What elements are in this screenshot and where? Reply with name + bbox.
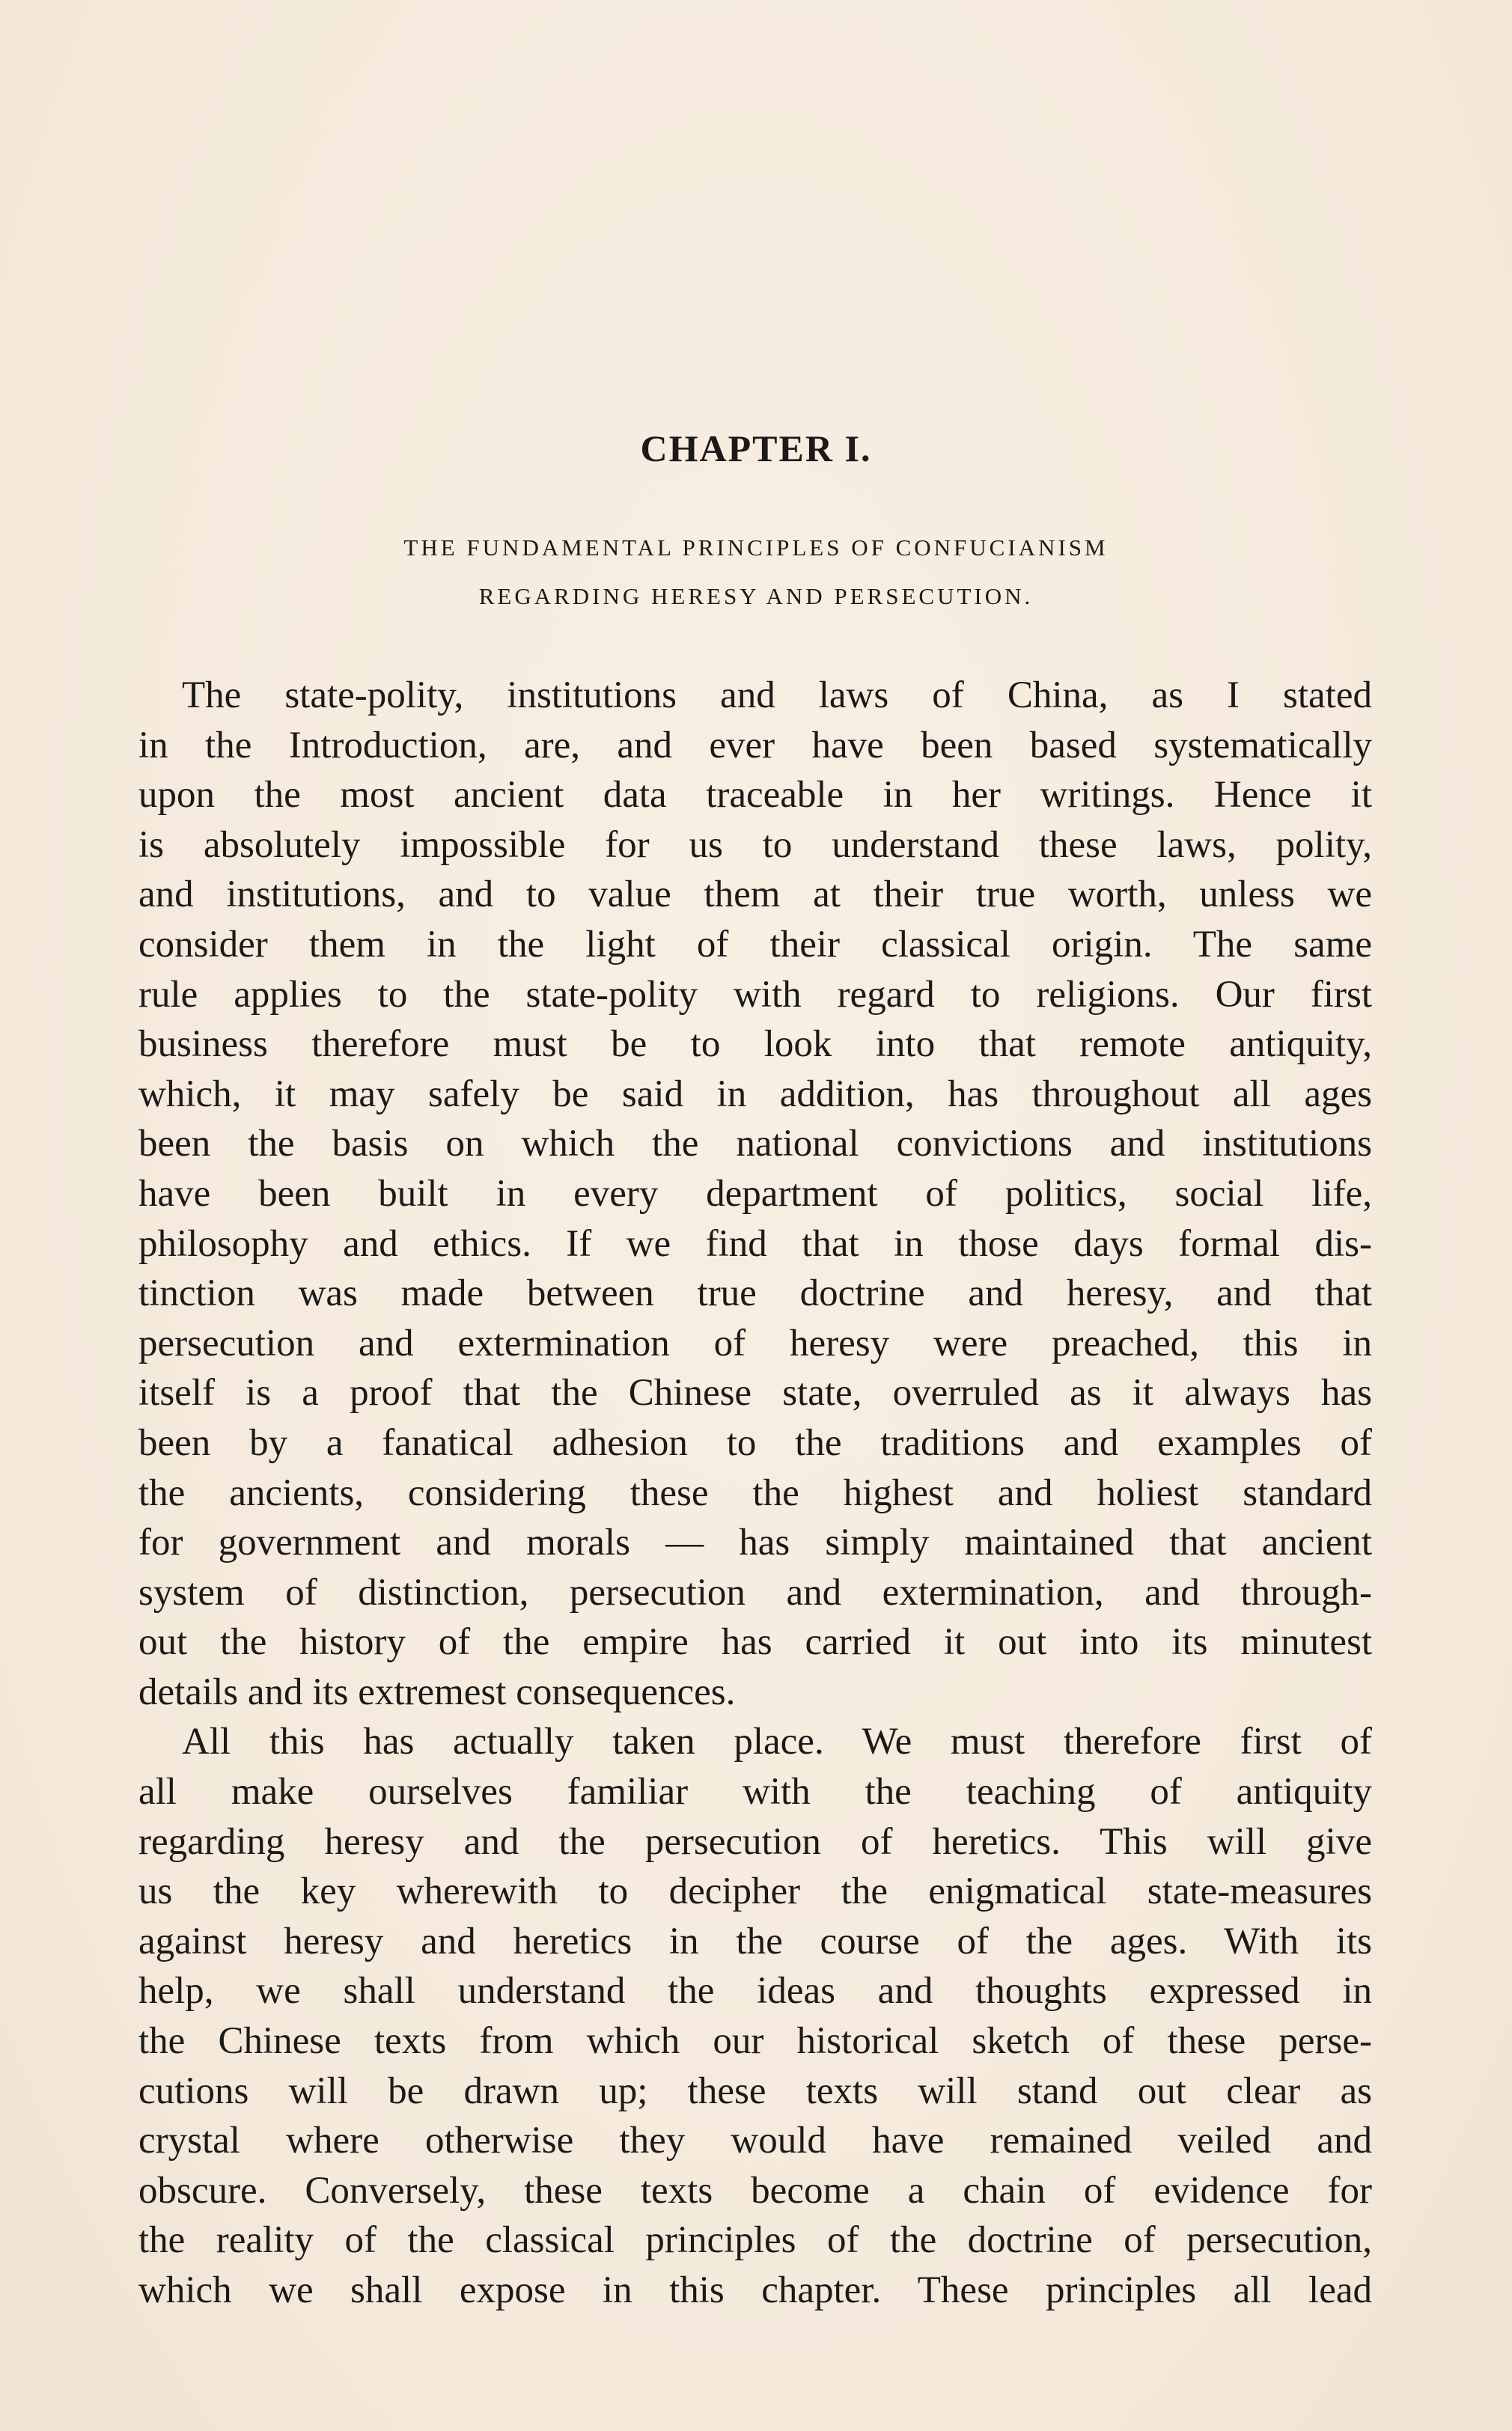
- text-line: upon the most ancient data traceable in her writings. Hence it: [138, 774, 1372, 817]
- text-line: which, it may safely be said in addition, has throughout all ages: [138, 1073, 1372, 1115]
- text-line: is absolutely impossible for us to understand these laws, polity,: [138, 823, 1372, 866]
- text-line: obscure. Conversely, these texts become a chain of evidence for: [138, 2169, 1372, 2212]
- body-text: [138, 671, 1372, 2316]
- chapter-title: CHAPTER I.: [640, 427, 872, 469]
- text-line: been the basis on which the national convictions and institutions: [138, 1123, 1372, 1165]
- text-line: business therefore must be to look into that remote antiquity,: [138, 1023, 1372, 1066]
- text-line: in the Introduction, are, and ever have been based systematically: [138, 724, 1372, 766]
- text-line: All this has actually taken place. We must therefore first of: [182, 1721, 1372, 1763]
- text-line: crystal where otherwise they would have remained veiled and: [138, 2120, 1372, 2162]
- text-line: rule applies to the state-polity with regard to religions. Our first: [138, 973, 1372, 1016]
- text-line: cutions will be drawn up; these texts will stand out clear as: [138, 2069, 1372, 2112]
- chapter-subtitle-line-1: THE FUNDAMENTAL PRINCIPLES OF CONFUCIANISM: [403, 534, 1109, 561]
- text-line: and institutions, and to value them at their true worth, unless we: [138, 873, 1372, 916]
- text-line: have been built in every department of politics, social life,: [138, 1172, 1372, 1215]
- text-line: been by a fanatical adhesion to the traditions and examples of: [138, 1421, 1372, 1464]
- paragraph-2: [138, 1717, 1372, 2315]
- text-line: all make ourselves familiar with the teaching of antiquity: [138, 1771, 1372, 1814]
- text-line: which we shall expose in this chapter. These principles all lead: [138, 2269, 1372, 2311]
- text-line: the ancients, considering these the highest and holiest standard: [138, 1471, 1372, 1514]
- text-line: details and its extremest consequences.: [138, 1671, 736, 1713]
- text-line: The state-polity, institutions and laws of China, as I stated: [182, 674, 1372, 716]
- text-line: the reality of the classical principles of the doctrine of persecution,: [138, 2219, 1372, 2262]
- text-line: regarding heresy and the persecution of heretics. This will give: [138, 1820, 1372, 1863]
- text-line: out the history of the empire has carried it out into its minutest: [138, 1621, 1372, 1664]
- text-line: persecution and extermination of heresy were preached, this in: [138, 1322, 1372, 1364]
- text-line: us the key wherewith to decipher the enigmatical state-measures: [138, 1870, 1372, 1913]
- text-line: system of distinction, persecution and extermination, and through-: [138, 1571, 1372, 1614]
- text-line: tinction was made between true doctrine and heresy, and that: [138, 1272, 1372, 1315]
- text-line: the Chinese texts from which our historical sketch of these perse-: [138, 2020, 1372, 2063]
- text-line: for government and morals — has simply maintained that ancient: [138, 1522, 1372, 1564]
- chapter-subtitle-line-2: REGARDING HERESY AND PERSECUTION.: [478, 583, 1034, 609]
- text-line: against heresy and heretics in the course of the ages. With its: [138, 1920, 1372, 1962]
- text-line: help, we shall understand the ideas and thoughts expressed in: [138, 1970, 1372, 2013]
- text-line: consider them in the light of their classical origin. The same: [138, 923, 1372, 966]
- text-line: itself is a proof that the Chinese state, overruled as it always has: [138, 1372, 1372, 1415]
- text-line: philosophy and ethics. If we find that in those days formal dis-: [138, 1222, 1372, 1265]
- paragraph-1: [138, 671, 1372, 1717]
